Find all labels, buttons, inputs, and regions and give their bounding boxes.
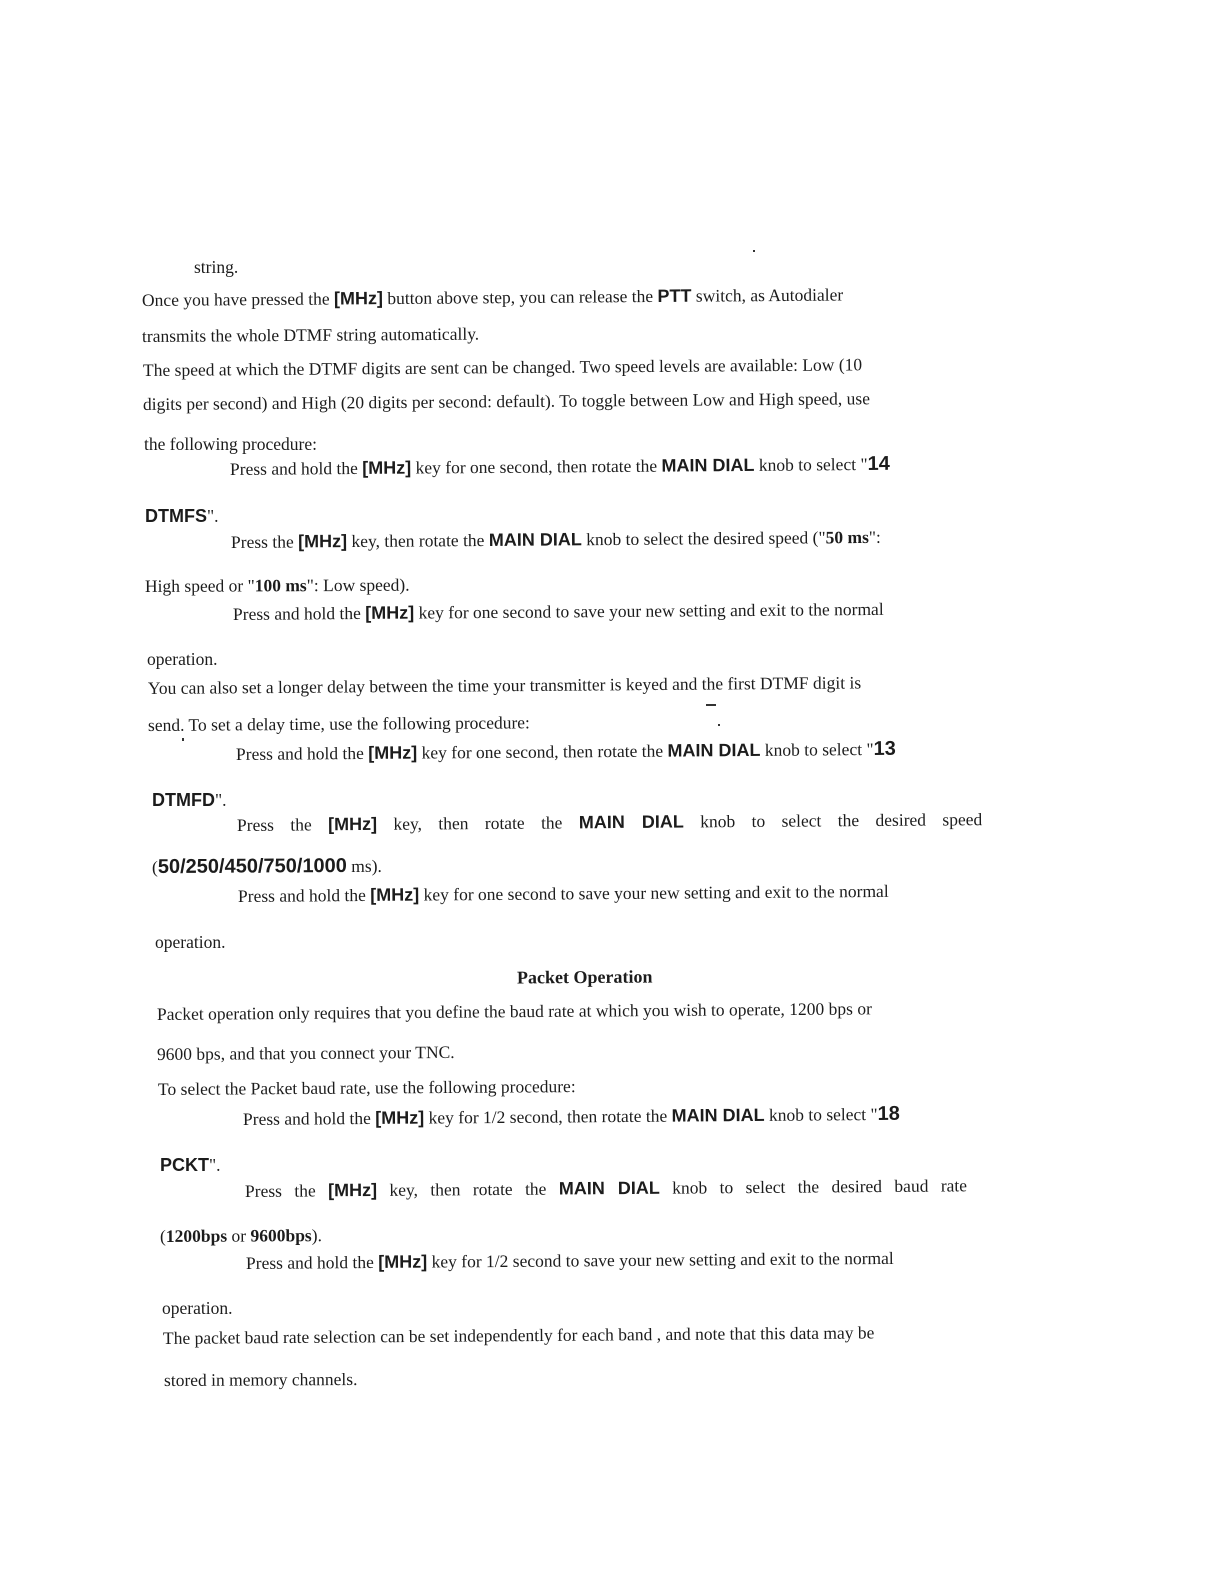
text-line: stored in memory channels. [163,1368,358,1390]
text-line: operation. [162,1298,233,1318]
section-heading: Packet Operation [516,966,653,988]
text-line: the following procedure: [144,434,318,454]
step-line: Press and hold the [MHz] key for one second, then rotate the MAIN DIAL knob to select "13 [235,737,896,764]
step-line: Press and hold the [MHz] key for one second, then rotate the MAIN DIAL knob to select "14 [229,452,890,479]
text-line: Once you have pressed the [MHz] button above step, you can release the PTT switch, as Autodialer [141,284,844,310]
step-line: Press the [MHz] key, then rotate the MAIN DIAL knob to select the desired speed [236,809,983,835]
step-line: High speed or "100 ms": Low speed). [144,574,410,596]
step-line: Press and hold the [MHz] key for one second to save your new setting and exit to the normal [232,598,884,624]
step-line: Press and hold the [MHz] key for 1/2 second, then rotate the MAIN DIAL knob to select "18 [242,1102,900,1129]
scan-speck [182,738,184,741]
text-line: string. [194,257,239,277]
text-line: send. To set a delay time, use the following procedure: [147,712,530,735]
text-line: 9600 bps, and that you connect your TNC. [156,1041,455,1064]
text-line: transmits the whole DTMF string automatically. [141,323,480,346]
text-line: The speed at which the DTMF digits are sent can be changed. Two speed levels are available: Low (10 [142,354,863,380]
step-line: (1200bps or 9600bps). [159,1225,322,1246]
text-line: To select the Packet baud rate, use the following procedure: [157,1076,576,1099]
text-line: operation. [147,649,218,669]
step-line: PCKT". [160,1155,221,1175]
step-line: (50/250/450/750/1000 ms). [151,854,382,878]
step-line: Press the [MHz] key, then rotate the MAIN DIAL knob to select the desired speed ("50 ms": [230,526,881,552]
text-line: operation. [155,932,226,952]
step-line: DTMFS". [145,506,219,526]
step-line: Press the [MHz] key, then rotate the MAIN DIAL knob to select the desired baud rate [244,1175,968,1201]
step-line: DTMFD". [152,790,227,810]
text-line: You can also set a longer delay between the time your transmitter is keyed and the first DTMF digit is [147,672,862,698]
scan-speck [718,724,720,726]
text-line: Packet operation only requires that you define the baud rate at which you wish to operate, 1200 bps or [156,998,872,1024]
step-line: Press and hold the [MHz] key for 1/2 second to save your new setting and exit to the normal [245,1247,894,1273]
scan-speck [706,704,716,706]
step-line: Press and hold the [MHz] key for one second to save your new setting and exit to the normal [237,880,889,906]
text-line: digits per second) and High (20 digits per second: default). To toggle between Low and High speed, use [142,388,871,414]
text-line: The packet baud rate selection can be set independently for each band , and note that this data may be [162,1322,875,1348]
scan-speck [753,250,755,252]
